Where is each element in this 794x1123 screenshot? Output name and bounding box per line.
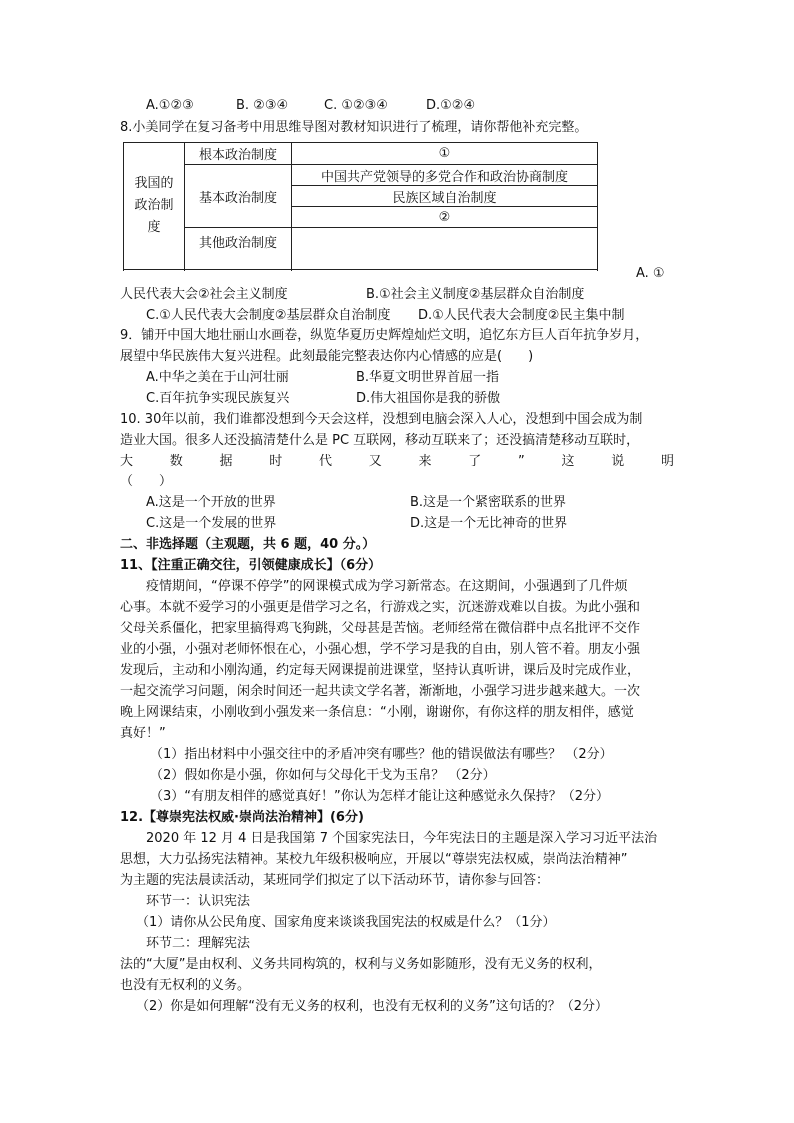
q8-option-d: D.①人民代表大会制度②民主集中制 bbox=[418, 308, 625, 323]
q11-para-line: 父母关系僵化，把家里搞得鸡飞狗跳，父母甚是苦恼。老师经常在微信群中点名批评不交作 bbox=[120, 621, 641, 636]
q11-para-line: 发现后，主动和小刚沟通，约定每天网课提前进课堂，坚持认真听讲，课后及时完成作业， bbox=[120, 663, 641, 678]
q8-stem: 8.小美同学在复习备考中用思维导图对教材知识进行了梳理，请你帮他补充完整。 bbox=[120, 120, 588, 135]
q11-subquestion-3: （3）“有朋友相伴的感觉真好！”你认为怎样才能让这种感觉永久保持？（2分） bbox=[150, 789, 610, 804]
q9-option-d: D.伟大祖国你是我的骄傲 bbox=[356, 391, 501, 406]
table-r2-value-1: 中国共产党领导的多党合作和政治协商制度 bbox=[292, 165, 598, 186]
table-r2-value-2: 民族区域自治制度 bbox=[292, 186, 598, 207]
q10-line-3-char: 来 bbox=[418, 454, 432, 469]
table-r1-value: ① bbox=[292, 143, 598, 165]
q10-answer-paren: （ ） bbox=[120, 474, 173, 489]
table-r1-label: 根本政治制度 bbox=[185, 143, 292, 165]
q8-option-a-rest: 人民代表大会②社会主义制度 bbox=[120, 287, 288, 302]
q10-line-3-char: 了 bbox=[468, 454, 482, 469]
q12-para-line: 思想，大力弘扬宪法精神。某校九年级积极响应，开展以“尊崇宪法权威，崇尚法治精神” bbox=[120, 852, 628, 867]
q12-para-line: 也没有无权利的义务。 bbox=[120, 978, 251, 993]
q7-option-c: C. ①②③④ bbox=[324, 98, 388, 113]
q11-para-line: 一起交流学习问题，闲余时间还一起共读文学名著，渐渐地，小强学习进步越来越大。一次 bbox=[120, 684, 641, 699]
q10-line-3-char: 明 bbox=[660, 454, 674, 469]
q10-option-b: B.这是一个紧密联系的世界 bbox=[410, 495, 567, 510]
q11-subquestion-1: （1）指出材料中小强交往中的矛盾冲突有哪些？他的错误做法有哪些？ （2分） bbox=[150, 747, 613, 762]
q10-line-1: 10. 30年以前，我们谁都没想到今天会这样，没想到电脑会深入人心，没想到中国会成为制 bbox=[120, 412, 643, 427]
q10-line-3-char: 大 bbox=[120, 454, 134, 469]
q8-option-b: B.①社会主义制度②基层群众自治制度 bbox=[366, 287, 585, 302]
q11-para-line: 业的小强，小强对老师怀恨在心，小强心想，学不学习是我的自由，别人管不着。朋友小强 bbox=[120, 642, 641, 657]
q11-para-line: 真好！” bbox=[120, 726, 166, 741]
section-2-heading: 二、非选择题（主观题，共 6 题，40 分。） bbox=[120, 537, 376, 552]
table-root-label: 我国的政治制度 bbox=[134, 176, 174, 235]
q10-line-3 bbox=[120, 452, 674, 472]
q10-line-3-char: 这 bbox=[561, 454, 575, 469]
q12-stage-1-heading: 环节一：认识宪法 bbox=[146, 894, 251, 909]
q10-line-3-char: 数 bbox=[169, 454, 183, 469]
q10-line-3-char: 据 bbox=[219, 454, 233, 469]
q10-option-d: D.这是一个无比神奇的世界 bbox=[410, 516, 568, 531]
q8-option-c: C.①人民代表大会制度②基层群众自治制度 bbox=[146, 308, 391, 323]
q10-line-3-char: ” bbox=[518, 454, 525, 469]
q10-option-c: C.这是一个发展的世界 bbox=[146, 516, 277, 531]
q7-option-b: B. ②③④ bbox=[236, 98, 289, 113]
q8-option-a-start: A. ① bbox=[636, 266, 665, 281]
q12-para-line: 法的“大厦”是由权利、义务共同构筑的，权利与义务如影随形，没有无义务的权利， bbox=[120, 957, 602, 972]
table-r3-value bbox=[292, 228, 598, 270]
q9-option-a: A.中华之美在于山河壮丽 bbox=[146, 370, 289, 385]
q9-line-2: 展望中华民族伟大复兴进程。此刻最能完整表达你内心情感的应是( ) bbox=[120, 349, 534, 364]
q12-para-line: 为主题的宪法晨读活动，某班同学们拟定了以下活动环节，请你参与回答： bbox=[120, 873, 550, 888]
q12-subquestion-1: （1）请你从公民角度、国家角度来谈谈我国宪法的权威是什么？（1分） bbox=[136, 915, 556, 930]
q9-option-b: B.华夏文明世界首屈一指 bbox=[356, 370, 500, 385]
q10-option-a: A.这是一个开放的世界 bbox=[146, 495, 276, 510]
q9-option-c: C.百年抗争实现民族复兴 bbox=[146, 391, 290, 406]
q11-para-line: 疫情期间，“停课不停学”的网课模式成为学习新常态。在这期间，小强遇到了几件烦 bbox=[146, 579, 628, 594]
q12-para-line: 2020 年 12 月 4 日是我国第 7 个国家宪法日，今年宪法日的主题是深入学习习近平法治 bbox=[146, 831, 658, 846]
q12-title: 12.【尊崇宪法权威·崇尚法治精神】(6分) bbox=[120, 810, 364, 825]
q10-line-2: 造业大国。很多人还没搞清楚什么是 PC 互联网，移动互联来了；还没搞清楚移动互联时， bbox=[120, 433, 640, 448]
q10-line-3-char: 说 bbox=[611, 454, 625, 469]
q9-line-1: 9．铺开中国大地壮丽山水画卷，纵览华夏历史辉煌灿烂文明，追忆东方巨人百年抗争岁月， bbox=[120, 328, 649, 343]
table-r3-label: 其他政治制度 bbox=[185, 228, 292, 270]
table-r2-value-3: ② bbox=[292, 207, 598, 228]
q11-subquestion-2: （2）假如你是小强，你如何与父母化干戈为玉帛？ （2分） bbox=[150, 768, 496, 783]
q10-line-3-char: 又 bbox=[368, 454, 382, 469]
mind-map-table bbox=[123, 142, 598, 270]
table-root-cell bbox=[124, 143, 185, 270]
q11-para-line: 晚上网课结束，小刚收到小强发来一条信息：“小刚，谢谢你，有你这样的朋友相伴，感觉 bbox=[120, 705, 634, 720]
q12-subquestion-2: （2）你是如何理解“没有无义务的权利，也没有无权利的义务”这句话的？（2分） bbox=[136, 999, 609, 1014]
q11-title: 11、【注重正确交往，引领健康成长】（6分） bbox=[120, 558, 382, 573]
table-r2-label: 基本政治制度 bbox=[185, 165, 292, 228]
q10-line-3-char: 代 bbox=[319, 454, 333, 469]
q11-para-line: 心事。本就不爱学习的小强更是借学习之名，行游戏之实，沉迷游戏难以自拔。为此小强和 bbox=[120, 600, 641, 615]
q12-stage-2-heading: 环节二：理解宪法 bbox=[146, 936, 251, 951]
q7-option-a: A.①②③ bbox=[146, 98, 194, 113]
q10-line-3-char: 时 bbox=[269, 454, 283, 469]
q7-option-d: D.①②④ bbox=[426, 98, 476, 113]
